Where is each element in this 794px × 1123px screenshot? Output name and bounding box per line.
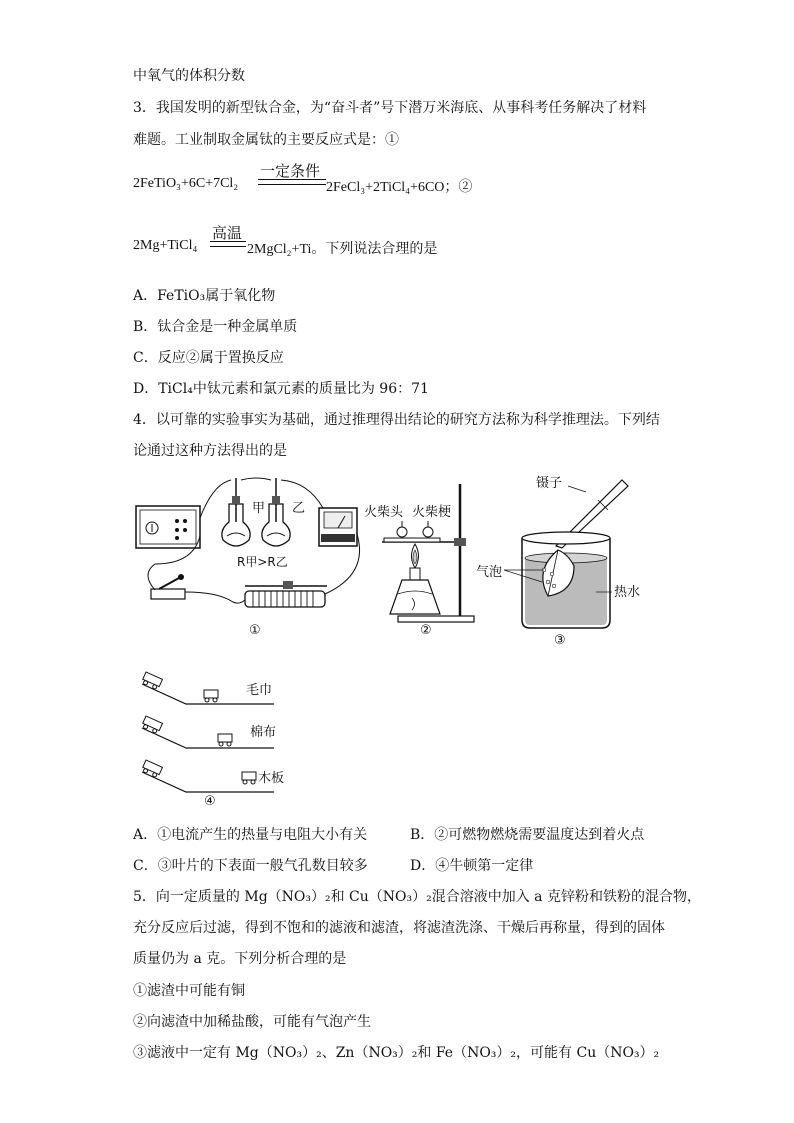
q5-stem-line3: 质量仍为 a 克。下列分析合理的是 bbox=[133, 951, 347, 967]
q5-item-3: ③滤液中一定有 Mg（NO₃）₂、Zn（NO₃）₂和 Fe（NO₃）₂，可能有 Cu（NO₃）₂ bbox=[133, 1045, 660, 1061]
figure4-number: ④ bbox=[204, 794, 216, 808]
label-bubble: 气泡 bbox=[476, 565, 503, 580]
q3-stem-line2: 难题。工业制取金属钛的主要反应式是：① bbox=[133, 132, 399, 148]
q3-stem-line1: 3．我国发明的新型钛合金，为“奋斗者”号下潜万米海底、从事科考任务解决了材料 bbox=[133, 100, 647, 116]
figure2-number: ② bbox=[420, 623, 432, 638]
reaction1-right: 2FeCl₃+2TiCl₄+6CO；② bbox=[326, 180, 473, 195]
reaction2-right: 2MgCl₂+Ti。下列说法合理的是 bbox=[247, 242, 438, 257]
label-yi: 乙 bbox=[292, 501, 306, 516]
reaction2-left: 2Mg+TiCl₄ bbox=[133, 238, 198, 253]
q5-stem-line2: 充分反应后过滤，得到不饱和的滤液和滤渣，将滤渣洗涤、干燥后再称量，得到的固体 bbox=[133, 920, 665, 936]
q3-option-a: A．FeTiO₃属于氧化物 bbox=[133, 288, 276, 304]
intro-tail-text: 中氧气的体积分数 bbox=[133, 68, 245, 84]
figure3-number: ③ bbox=[554, 633, 566, 648]
surface-cotton: 棉布 bbox=[250, 725, 277, 740]
reaction2-equals bbox=[210, 241, 246, 247]
figure1-number: ① bbox=[249, 623, 261, 638]
figure3-leaf-beaker bbox=[470, 470, 670, 650]
reaction1-left: 2FeTiO₃+6C+7Cl₂ bbox=[133, 176, 239, 191]
q4-option-c: C．③叶片的下表面一般气孔数目较多 bbox=[133, 858, 368, 874]
reaction1-condition: 一定条件 bbox=[260, 162, 321, 180]
q4-option-d: D．④牛顿第一定律 bbox=[410, 858, 534, 874]
q4-option-a: A．①电流产生的热量与电阻大小有关 bbox=[133, 827, 368, 843]
q4-stem-line2: 论通过这种方法得出的是 bbox=[133, 443, 287, 459]
figure1-circuit bbox=[133, 474, 373, 639]
label-jia: 甲 bbox=[252, 501, 266, 516]
q4-stem-line1: 4．以可靠的实验事实为基础，通过推理得出结论的研究方法称为科学推理法。下列结 bbox=[133, 412, 660, 428]
q5-item-1: ①滤渣中可能有铜 bbox=[133, 983, 245, 999]
q5-stem-line1: 5．向一定质量的 Mg（NO₃）₂和 Cu（NO₃）₂混合溶液中加入 a 克锌粉和铁粉的混合物， bbox=[133, 889, 701, 905]
surface-towel: 毛巾 bbox=[246, 683, 273, 698]
label-tweezers: 镊子 bbox=[536, 476, 563, 491]
reaction2-condition: 高温 bbox=[212, 224, 243, 242]
resistance-relation: R甲>R乙 bbox=[237, 555, 288, 569]
label-match-head: 火柴头 bbox=[364, 505, 404, 520]
q3-option-b: B．钛合金是一种金属单质 bbox=[133, 319, 298, 335]
label-match-stick: 火柴梗 bbox=[412, 505, 452, 520]
surface-wood: 木板 bbox=[258, 771, 285, 786]
q4-option-b: B．②可燃物燃烧需要温度达到着火点 bbox=[410, 827, 645, 843]
figure4-ramps bbox=[138, 662, 308, 808]
q5-item-2: ②向滤渣中加稀盐酸，可能有气泡产生 bbox=[133, 1014, 371, 1030]
reaction1-equals bbox=[258, 179, 326, 185]
q3-option-c: C．反应②属于置换反应 bbox=[133, 350, 284, 366]
q3-option-d: D．TiCl₄中钛元素和氯元素的质量比为 96：71 bbox=[133, 381, 429, 397]
label-hot-water: 热水 bbox=[614, 585, 641, 600]
